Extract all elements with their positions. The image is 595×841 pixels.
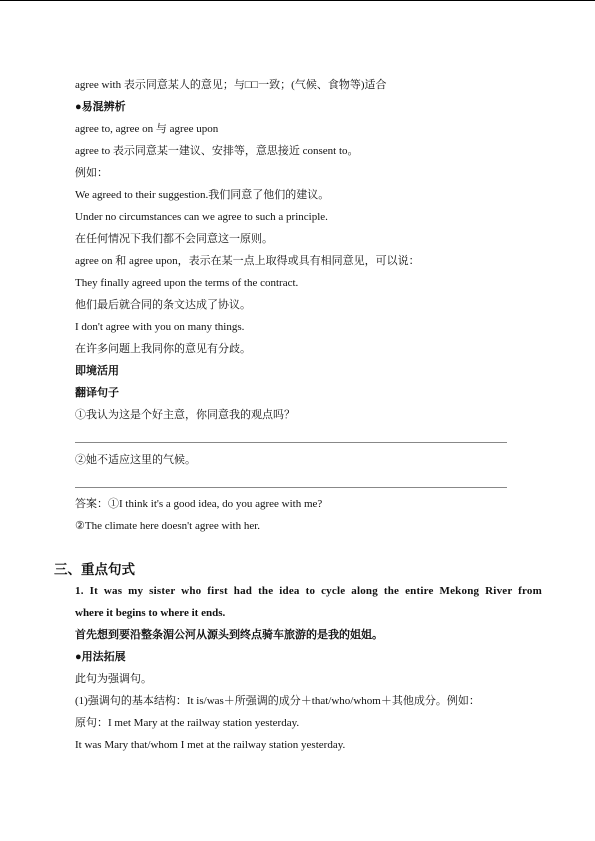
example-sentence-3: They finally agreed upon the terms of the contract. (75, 277, 299, 289)
example-label: 例如： (75, 167, 108, 179)
key-sentence-line-2: where it begins to where it ends. (75, 607, 226, 619)
key-sentence-line-1: 1. It was my sister who first had the idea to cycle along the entire Mekong River from (75, 585, 542, 597)
example-sentence-2: Under no circumstances can we agree to such a principle. (75, 211, 328, 223)
usage-extension-heading: ●用法拓展 (75, 651, 126, 663)
exercise-2: ②她不适应这里的气候。 (75, 454, 196, 466)
confusable-heading: ●易混辨析 (75, 101, 126, 113)
emphatic-sentence: It was Mary that/whom I met at the railway station yesterday. (75, 739, 346, 751)
answer-1: 答案：①I think it's a good idea, do you agree with me? (75, 498, 323, 510)
answer-2: ②The climate here doesn't agree with her. (75, 520, 261, 532)
exercise-1: ①我认为这是个好主意，你同意我的观点吗？ (75, 409, 295, 421)
answer-line-1 (75, 442, 507, 443)
example-translation-3: 他们最后就合同的条文达成了协议。 (75, 299, 251, 311)
translate-heading: 翻译句子 (75, 387, 119, 399)
agree-with-definition: agree with 表示同意某人的意见；与□□一致；(气候、食物等)适合 (75, 79, 387, 91)
agree-on-upon-definition: agree on 和 agree upon，表示在某一点上取得或具有相同意见，可以说： (75, 255, 420, 267)
example-translation-4: 在许多问题上我同你的意见有分歧。 (75, 343, 251, 355)
agree-to-on-upon-title: agree to, agree on 与 agree upon (75, 123, 219, 135)
example-translation-2: 在任何情况下我们都不会同意这一原则。 (75, 233, 273, 245)
original-sentence: 原句：I met Mary at the railway station yesterday. (75, 717, 300, 729)
emphatic-note: 此句为强调句。 (75, 673, 152, 685)
example-sentence-1: We agreed to their suggestion.我们同意了他们的建议。 (75, 189, 330, 201)
agree-to-definition: agree to 表示同意某一建议、安排等，意思接近 consent to。 (75, 145, 359, 157)
example-sentence-4: I don't agree with you on many things. (75, 321, 245, 333)
practice-heading: 即境活用 (75, 365, 119, 377)
section-title: 三、重点句式 (54, 562, 135, 577)
answer-line-2 (75, 487, 507, 488)
key-sentence-translation: 首先想到要沿整条湄公河从源头到终点骑车旅游的是我的姐姐。 (75, 629, 383, 641)
page-top-border (0, 0, 595, 1)
emphatic-structure: (1)强调句的基本结构：It is/was＋所强调的成分＋that/who/whom＋其他成分。例如： (75, 695, 480, 707)
